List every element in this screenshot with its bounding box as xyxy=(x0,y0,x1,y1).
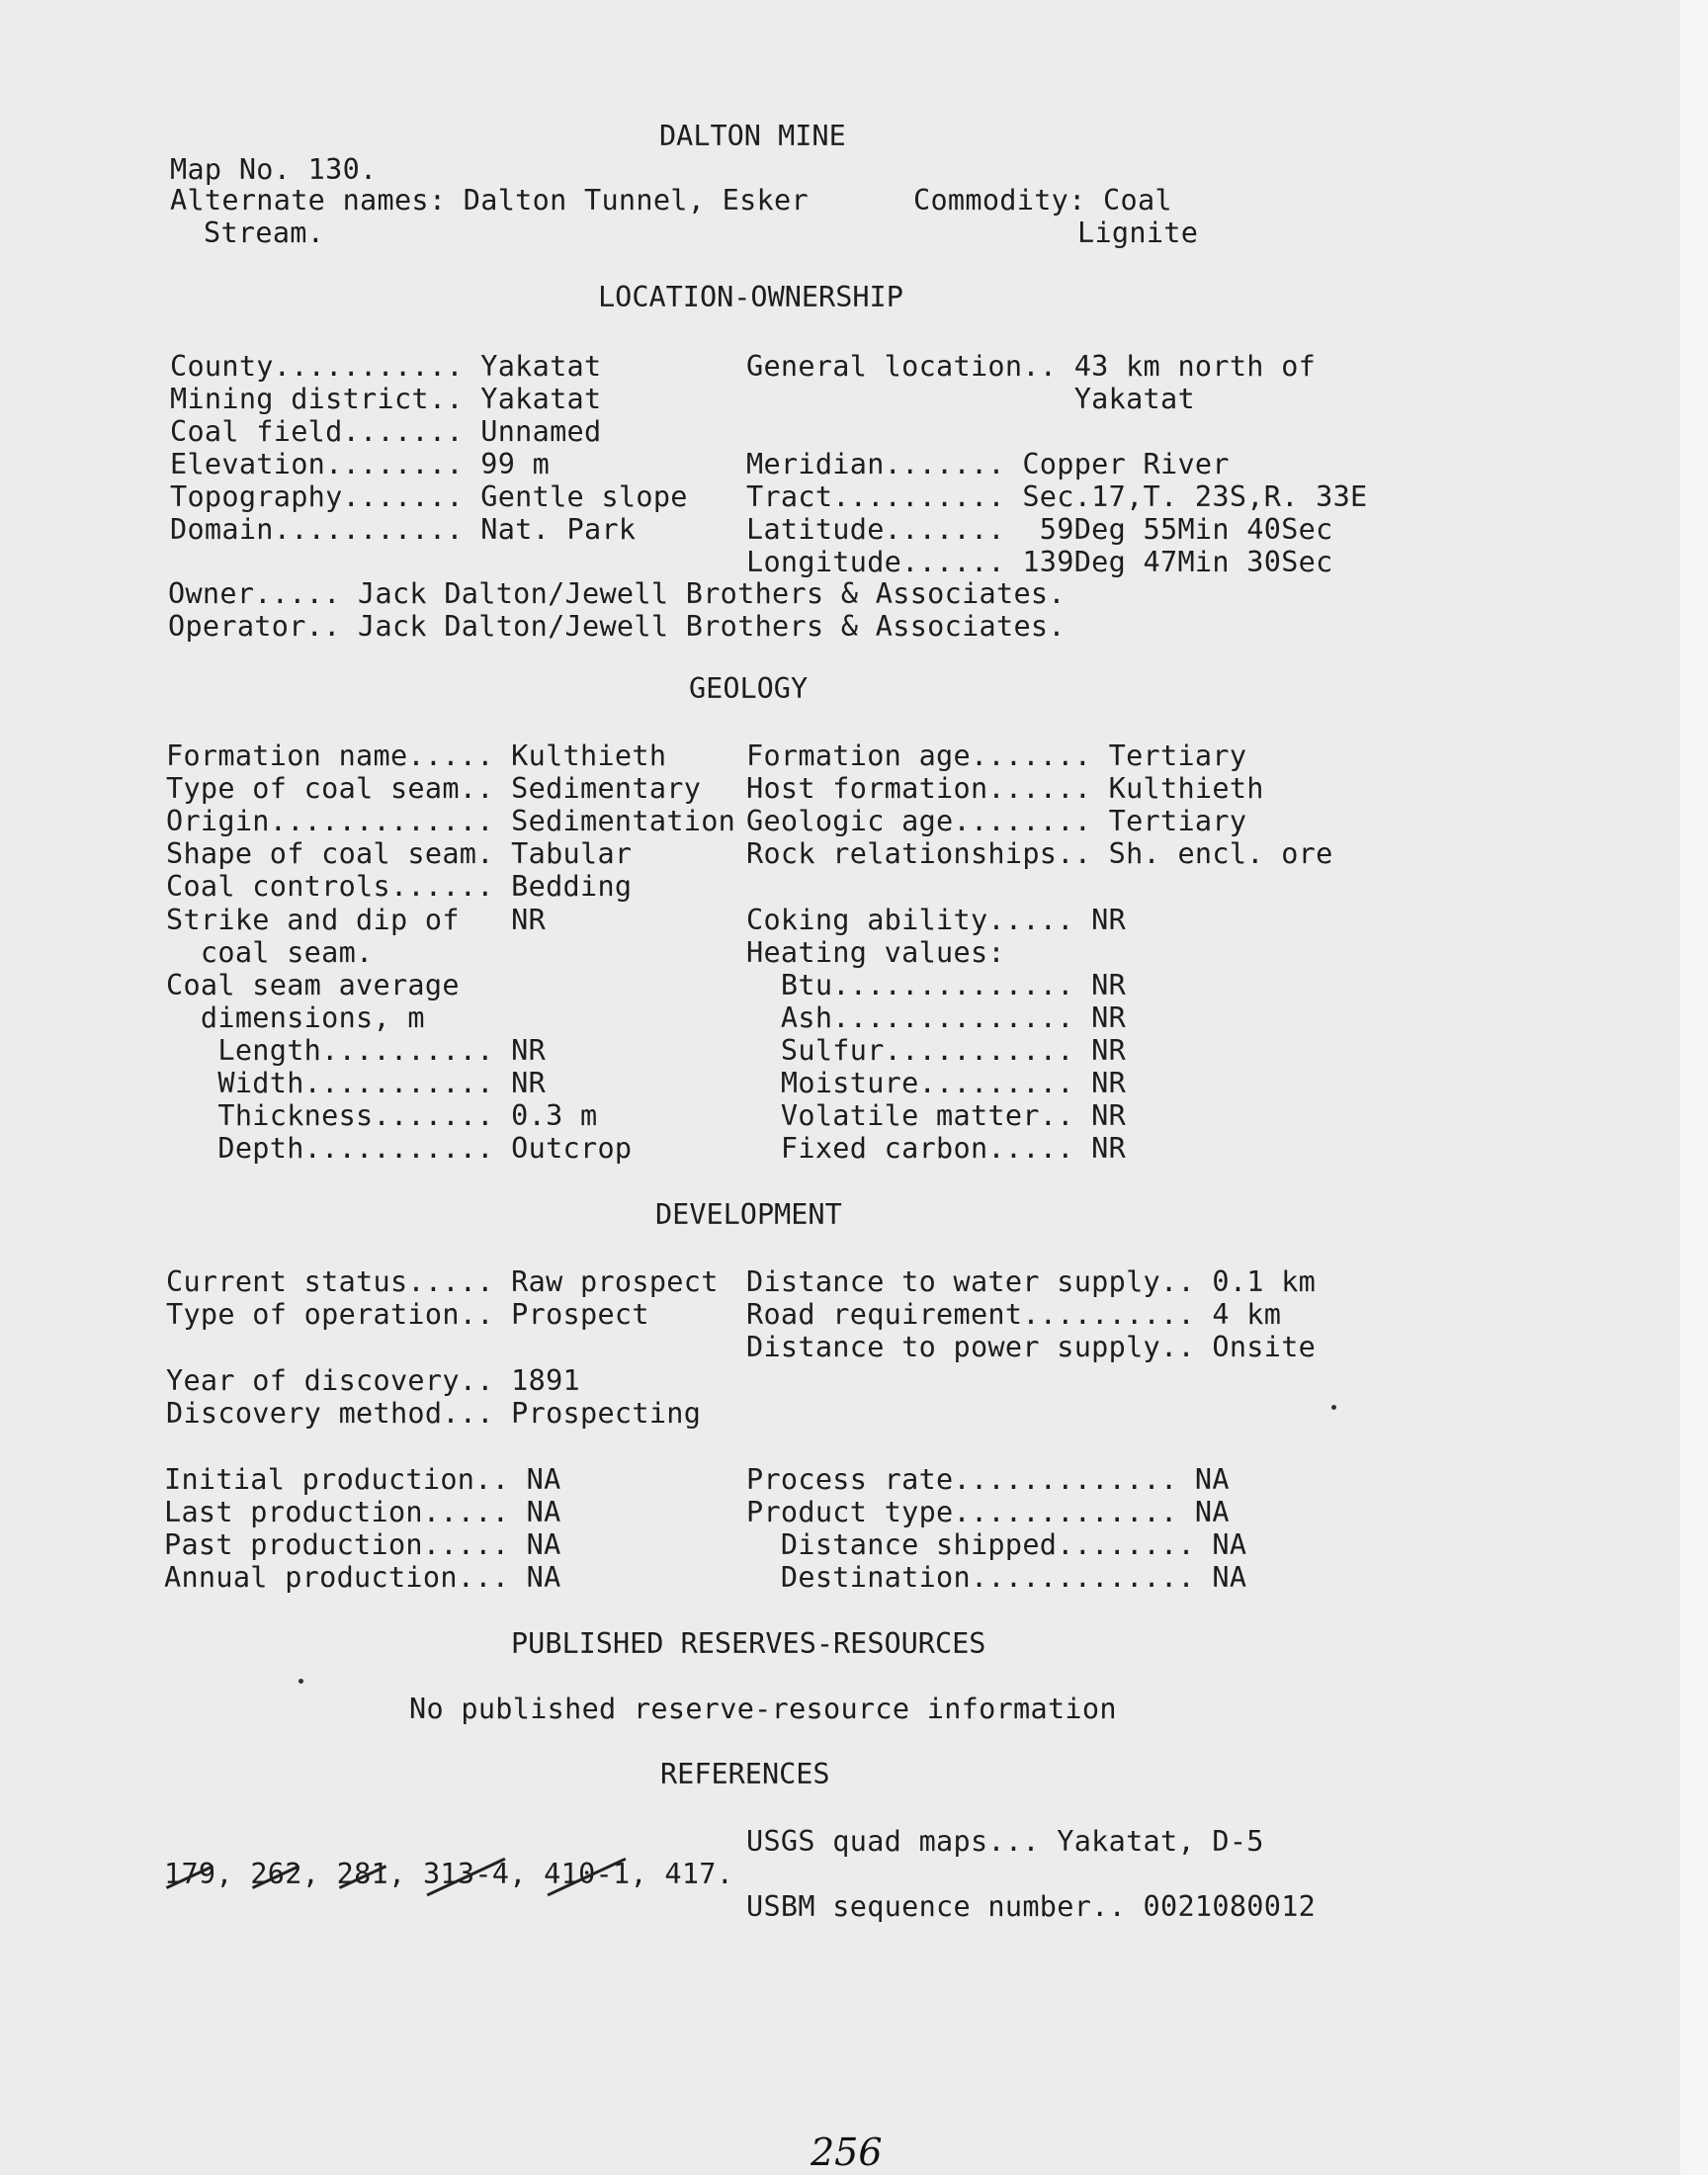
location-meridian: Meridian....... Copper River xyxy=(746,448,1230,480)
section-location-ownership: LOCATION-OWNERSHIP xyxy=(598,281,903,313)
section-reserves-resources: PUBLISHED RESERVES-RESOURCES xyxy=(511,1627,986,1660)
reserves-text: No published reserve-resource information xyxy=(409,1693,1117,1725)
location-coal-field: Coal field....... Unnamed xyxy=(170,415,602,448)
geology-coal-seam-type: Type of coal seam.. Sedimentary xyxy=(166,772,702,805)
geology-length: Length.......... NR xyxy=(166,1034,547,1067)
location-county: County........... Yakatat xyxy=(170,350,602,383)
usbm-sequence-number: USBM sequence number.. 0021080012 xyxy=(746,1890,1317,1923)
page-edge xyxy=(1680,0,1708,2175)
location-domain: Domain........... Nat. Park xyxy=(170,513,637,546)
production-past: Past production..... NA xyxy=(164,1528,561,1561)
geology-seam-dimensions: Coal seam average xyxy=(166,969,460,1001)
alternate-names-line-2: Stream. xyxy=(204,217,325,249)
geology-depth: Depth........... Outcrop xyxy=(166,1132,633,1165)
geology-seam-dimensions-cont: dimensions, m xyxy=(166,1001,425,1034)
geology-formation-name: Formation name..... Kulthieth xyxy=(166,740,667,772)
production-initial: Initial production.. NA xyxy=(164,1463,561,1496)
geology-host-formation: Host formation...... Kulthieth xyxy=(746,772,1264,805)
usgs-quad-maps: USGS quad maps... Yakatat, D-5 xyxy=(746,1825,1264,1858)
geology-coking-ability: Coking ability..... NR xyxy=(746,904,1127,936)
reference-crossed-5: 410-1 xyxy=(544,1858,631,1890)
handwritten-page-number: 256 xyxy=(811,2131,883,2174)
location-mining-district: Mining district.. Yakatat xyxy=(170,383,602,415)
scan-speck xyxy=(299,1679,303,1684)
section-geology: GEOLOGY xyxy=(689,672,809,705)
reference-crossed-4: 313-4 xyxy=(422,1858,510,1890)
geology-sulfur: Sulfur........... NR xyxy=(746,1034,1127,1067)
development-road-requirement: Road requirement.......... 4 km xyxy=(746,1298,1282,1331)
commodity-line-1: Commodity: Coal xyxy=(913,184,1172,217)
location-longitude: Longitude...... 139Deg 47Min 30Sec xyxy=(746,546,1333,578)
location-general: General location.. 43 km north of xyxy=(746,350,1317,383)
reference-crossed-2: 262 xyxy=(250,1858,302,1890)
owner-line: Owner..... Jack Dalton/Jewell Brothers & Associates. xyxy=(168,577,1066,610)
location-general-cont: Yakatat xyxy=(746,383,1195,415)
production-destination: Destination............. NA xyxy=(746,1561,1247,1594)
production-process-rate: Process rate............. NA xyxy=(746,1463,1230,1496)
location-elevation: Elevation........ 99 m xyxy=(170,448,551,480)
development-power-distance: Distance to power supply.. Onsite xyxy=(746,1331,1317,1363)
location-topography: Topography....... Gentle slope xyxy=(170,480,688,513)
development-current-status: Current status..... Raw prospect xyxy=(166,1265,719,1298)
reference-final: 417. xyxy=(664,1858,734,1890)
alternate-names-line-1: Alternate names: Dalton Tunnel, Esker xyxy=(170,184,809,217)
geology-thickness: Thickness....... 0.3 m xyxy=(166,1099,598,1132)
production-last: Last production..... NA xyxy=(164,1496,561,1528)
references-list: 179, 262, 281, 313-4, 410-1, 417. xyxy=(164,1858,734,1890)
geology-seam-shape: Shape of coal seam. Tabular xyxy=(166,837,633,870)
development-discovery-year: Year of discovery.. 1891 xyxy=(166,1364,581,1397)
geology-heating-values: Heating values: xyxy=(746,936,1005,969)
operator-line: Operator.. Jack Dalton/Jewell Brothers & Associates. xyxy=(168,610,1066,643)
geology-btu: Btu.............. NR xyxy=(746,969,1127,1001)
development-operation-type: Type of operation.. Prospect xyxy=(166,1298,649,1331)
section-development: DEVELOPMENT xyxy=(655,1198,842,1231)
geology-moisture: Moisture......... NR xyxy=(746,1067,1127,1099)
commodity-line-2: Lignite xyxy=(1077,217,1199,249)
reference-crossed-1: 179 xyxy=(164,1858,216,1890)
section-references: REFERENCES xyxy=(660,1758,830,1790)
geology-formation-age: Formation age....... Tertiary xyxy=(746,740,1247,772)
geology-strike-dip-cont: coal seam. xyxy=(166,936,374,969)
location-tract: Tract.......... Sec.17,T. 23S,R. 33E xyxy=(746,480,1368,513)
production-annual: Annual production... NA xyxy=(164,1561,561,1594)
geology-rock-relationships: Rock relationships.. Sh. encl. ore xyxy=(746,837,1333,870)
document-title: DALTON MINE xyxy=(659,120,846,152)
geology-strike-dip: Strike and dip of NR xyxy=(166,904,547,936)
geology-width: Width........... NR xyxy=(166,1067,547,1099)
geology-origin: Origin............. Sedimentation xyxy=(166,805,736,837)
production-distance-shipped: Distance shipped........ NA xyxy=(746,1528,1247,1561)
development-water-distance: Distance to water supply.. 0.1 km xyxy=(746,1265,1317,1298)
geology-fixed-carbon: Fixed carbon..... NR xyxy=(746,1132,1127,1165)
location-latitude: Latitude....... 59Deg 55Min 40Sec xyxy=(746,513,1333,546)
geology-volatile-matter: Volatile matter.. NR xyxy=(746,1099,1127,1132)
geology-coal-controls: Coal controls...... Bedding xyxy=(166,870,633,903)
production-product-type: Product type............. NA xyxy=(746,1496,1230,1528)
geology-geologic-age: Geologic age........ Tertiary xyxy=(746,805,1247,837)
development-discovery-method: Discovery method... Prospecting xyxy=(166,1397,702,1430)
map-number: Map No. 130. xyxy=(170,153,378,186)
scan-speck xyxy=(1331,1405,1336,1410)
geology-ash: Ash.............. NR xyxy=(746,1001,1127,1034)
reference-crossed-3: 281 xyxy=(336,1858,389,1890)
